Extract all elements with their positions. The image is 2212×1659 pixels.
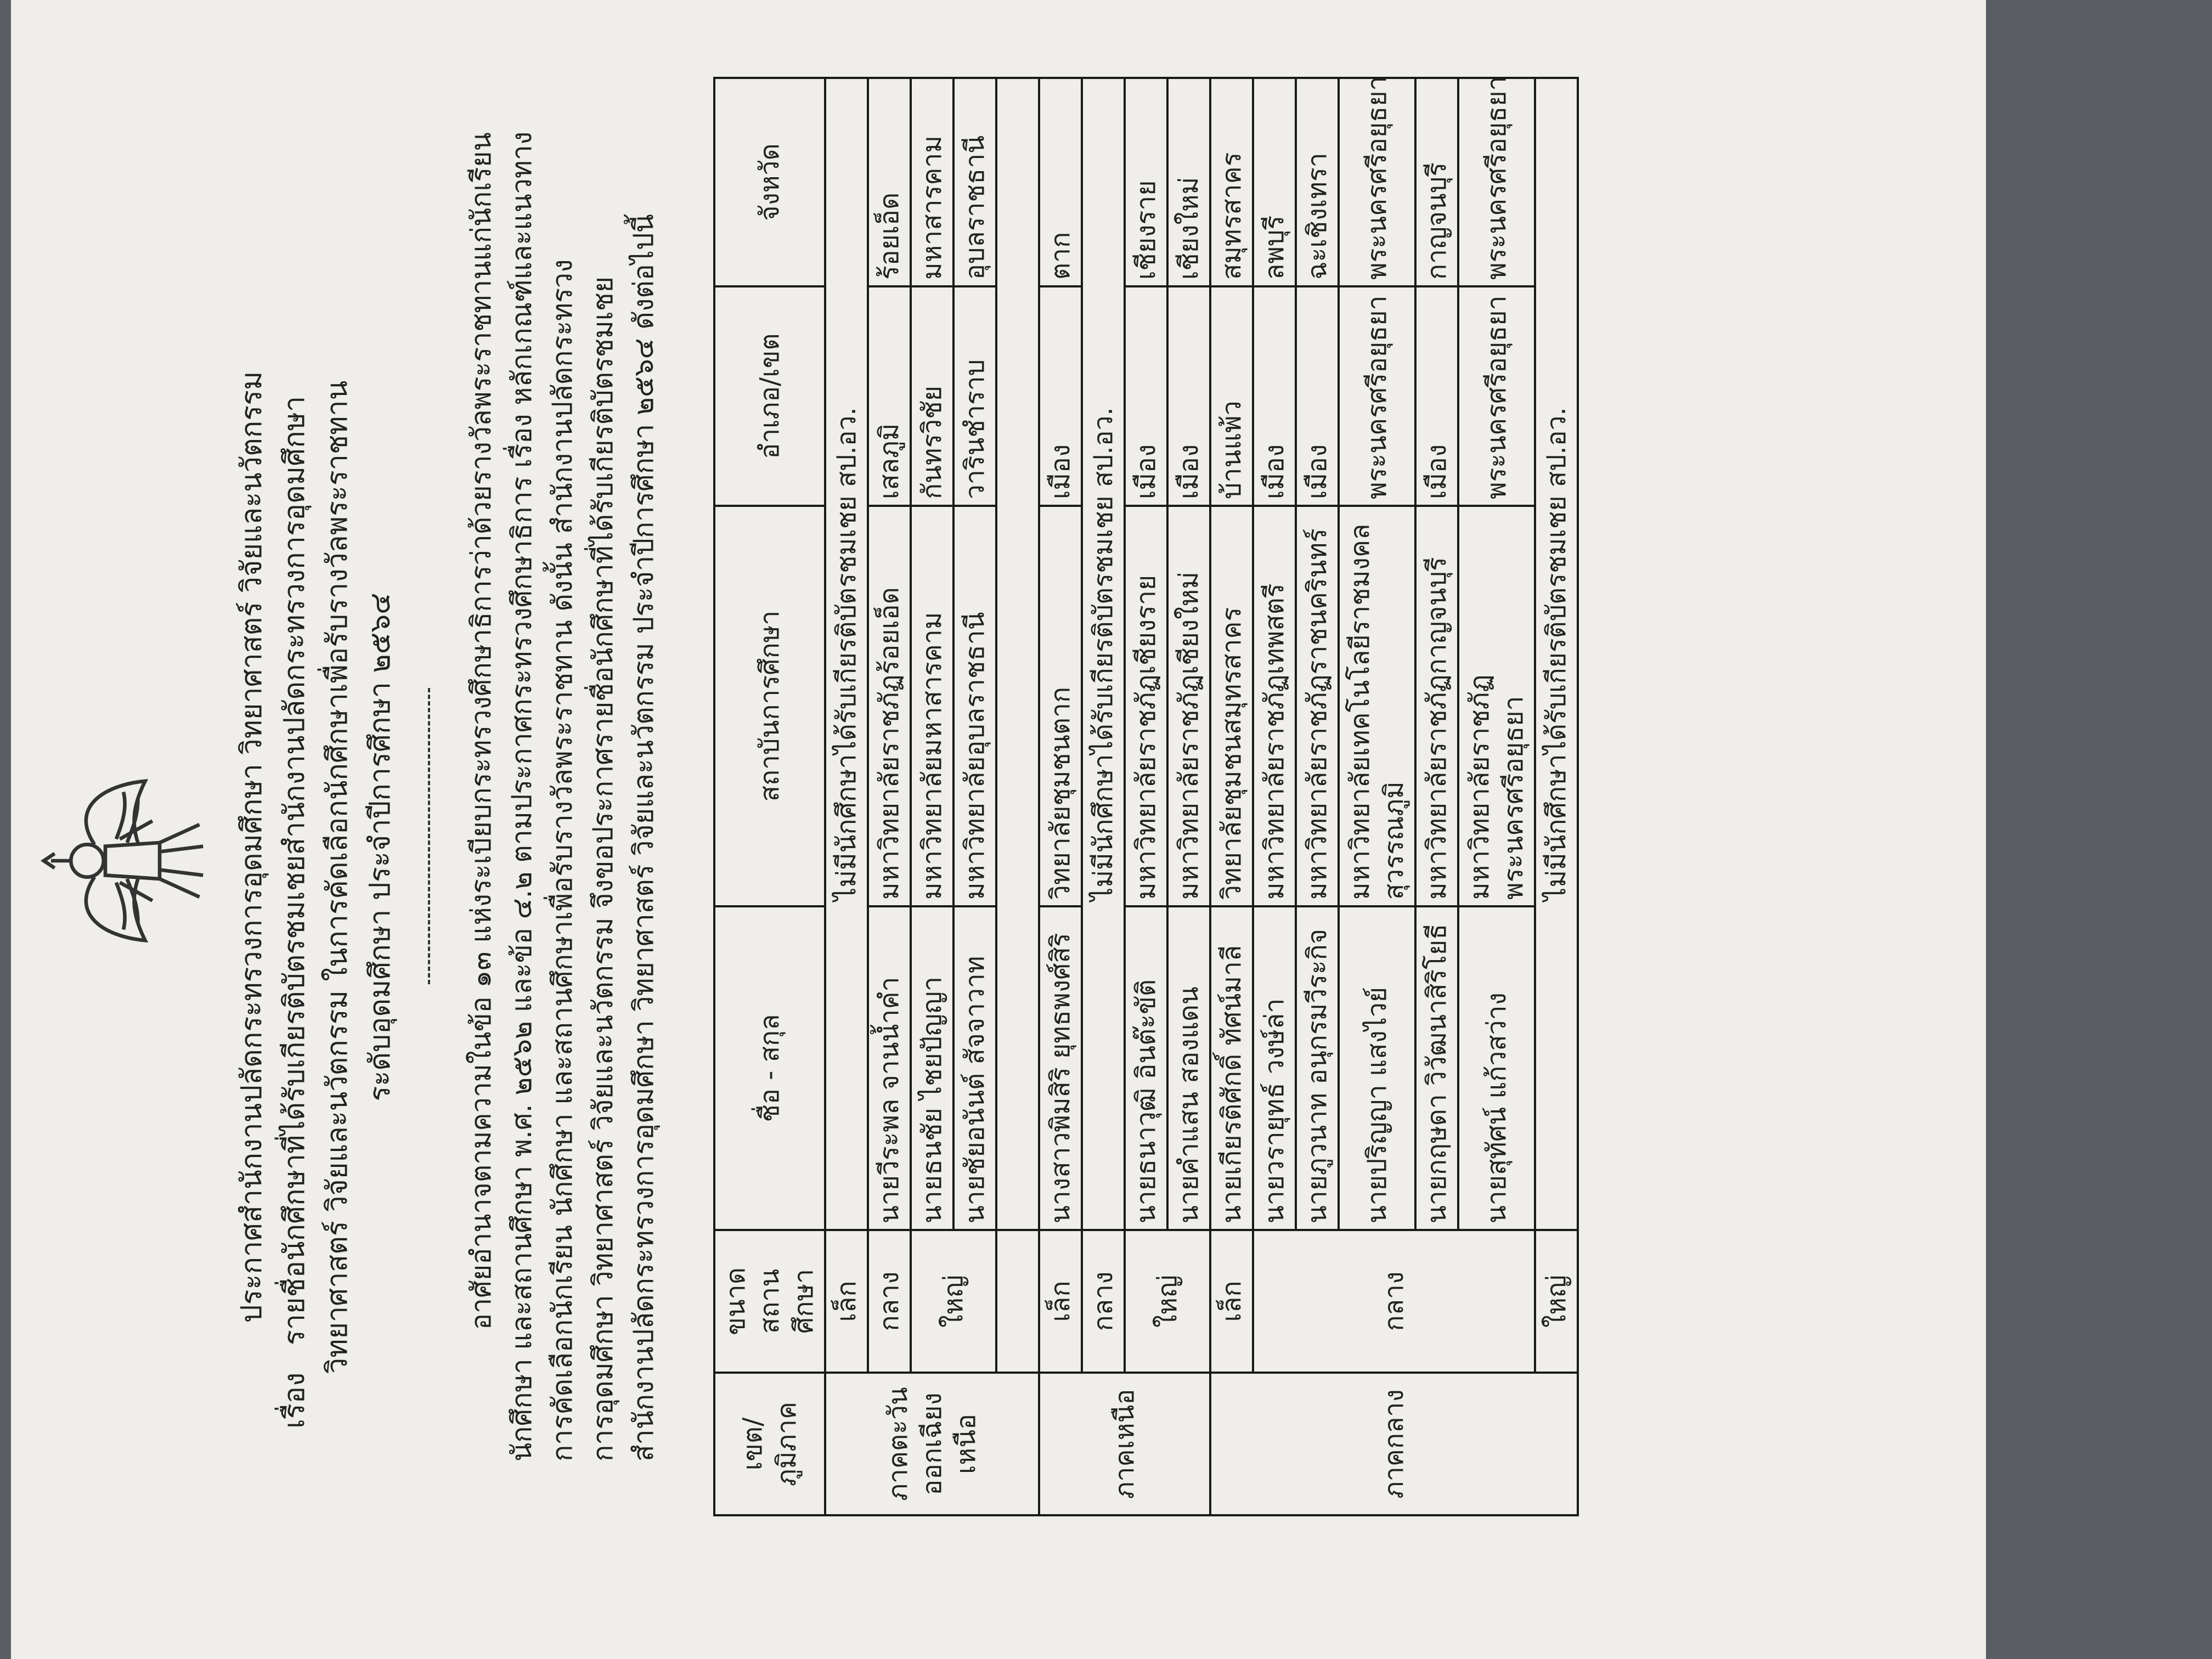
name-cell: นายธนชัย ไชยปัญญา: [911, 906, 953, 1230]
body-line-1: อาศัยอำนาจตามความในข้อ ๑๓ แห่งระเบียบกระทรวงศึกษาธิการว่าด้วยรางวัลพระราชทานแก่นักเรียน: [465, 132, 497, 1330]
col-header-province: จังหวัด: [714, 78, 825, 286]
body-line-5: สำนักงานปลัดกระทรวงการอุดมศึกษา วิทยาศาสตร์ วิจัยและนวัตกรรม ประจำปีการศึกษา ๒๕๖๔ ดังต่อไปนี้: [628, 214, 659, 1462]
no-awardee-note: ไม่มีนักศึกษาได้รับเกียรติบัตรชมเชย สป.อว.: [1082, 78, 1125, 1230]
name-cell: นายธนาวุฒิ อินต๊ะขัติ: [1125, 906, 1167, 1230]
size-cell: กลาง: [1082, 1230, 1125, 1373]
district-cell: เมือง: [1167, 286, 1210, 506]
institution-cell: มหาวิทยาลัยราชภัฏพระนครศรีอยุธยา: [1458, 506, 1535, 906]
institution-cell: มหาวิทยาลัยราชภัฏเชียงใหม่: [1167, 506, 1210, 906]
name-cell: นายวรายุทธ์ วงษ์ล่า: [1253, 906, 1296, 1230]
table-row: [1253, 78, 1296, 1515]
institution-cell: มหาวิทยาลัยราชภัฏร้อยเอ็ด: [868, 506, 911, 906]
district-cell: บ้านแพ้ว: [1210, 286, 1253, 506]
col-header-size: ขนาดสถานศึกษา: [714, 1230, 825, 1373]
province-cell: เชียงราย: [1125, 78, 1167, 286]
institution-cell: มหาวิทยาลัยเทคโนโลยีราชมงคลสุวรรณภูมิ: [1339, 506, 1415, 906]
subject-line-1: รายชื่อนักศึกษาที่ได้รับเกียรติบัตรชมเชยสำนักงานปลัดกระทรวงการอุดมศึกษา: [278, 396, 311, 1346]
institution-cell: มหาวิทยาลัยราชภัฏราชนครินทร์: [1296, 506, 1339, 906]
province-cell: พระนครศรีอยุธยา: [1339, 78, 1415, 286]
name-cell: นายปริญญา แสงไวย์: [1339, 906, 1415, 1230]
province-cell: มหาสารคาม: [911, 78, 953, 286]
body-line-4: การอุดมศึกษา วิทยาศาสตร์ วิจัยและนวัตกรรม จึงขอประกาศรายชื่อนักศึกษาที่ได้รับเกียรติบัตรชมเชย: [587, 276, 619, 1462]
name-cell: นางสาวพิมสิริ ยุทธพงศ์สิริ: [1039, 906, 1082, 1230]
size-cell: [996, 1230, 1039, 1373]
district-cell: เมือง: [1039, 286, 1082, 506]
district-cell: วารินชำราบ: [953, 286, 996, 506]
district-cell: เมือง: [1253, 286, 1296, 506]
size-cell: ใหญ่: [911, 1230, 996, 1373]
region-cell: ภาคกลาง: [1210, 1373, 1578, 1515]
province-cell: พระนครศรีอยุธยา: [1458, 78, 1535, 286]
col-header-institution: สถาบันการศึกษา: [714, 506, 825, 906]
table-header-row: [714, 78, 825, 1515]
size-cell: ใหญ่: [1535, 1230, 1578, 1373]
name-cell: นายภูวนาท อนุกรมวีระกิจ: [1296, 906, 1339, 1230]
table-row: [1125, 78, 1167, 1515]
table-row: [1535, 78, 1578, 1515]
province-cell: ลพบุรี: [1253, 78, 1296, 286]
subject-line-3: ระดับอุดมศึกษา ประจำปีการศึกษา ๒๕๖๔: [364, 592, 397, 1102]
col-header-district: อำเภอ/เขต: [714, 286, 825, 506]
empty-cell: [996, 78, 1039, 1230]
province-cell: อุบลราชธานี: [953, 78, 996, 286]
name-cell: นายชัยอนันต์ สัจจาวาท: [953, 906, 996, 1230]
name-cell: นายกฤษดา วิวัฒนาสิริโยธี: [1415, 906, 1458, 1230]
subject-prefix: เรื่อง: [278, 1372, 311, 1429]
table-row: [1039, 78, 1082, 1515]
institution-cell: มหาวิทยาลัยราชภัฏเทพสตรี: [1253, 506, 1296, 906]
size-cell: กลาง: [868, 1230, 911, 1373]
institution-cell: วิทยาลัยชุมชนสมุทรสาคร: [1210, 506, 1253, 906]
size-cell: ใหญ่: [1125, 1230, 1210, 1373]
name-cell: นายคำแสน สองแดน: [1167, 906, 1210, 1230]
size-cell: เล็ก: [825, 1230, 868, 1373]
table-row: [868, 78, 911, 1515]
district-cell: พระนครศรีอยุธยา: [1458, 286, 1535, 506]
region-cell: ภาคตะวันออกเฉียงเหนือ: [825, 1373, 1039, 1515]
district-cell: พระนครศรีอยุธยา: [1339, 286, 1415, 506]
col-header-name: ชื่อ - สกุล: [714, 906, 825, 1230]
table-row: [825, 78, 868, 1515]
province-cell: ฉะเชิงเทรา: [1296, 78, 1339, 286]
table-row: [1210, 78, 1253, 1515]
size-cell: เล็ก: [1039, 1230, 1082, 1373]
institution-cell: มหาวิทยาลัยอุบลราชธานี: [953, 506, 996, 906]
document-page: [11, 0, 1986, 1659]
announcement-title: ประกาศสำนักงานปลัดกระทรวงการอุดมศึกษา วิทยาศาสตร์ วิจัยและนวัตกรรม: [235, 371, 268, 1323]
district-cell: เสลภูมิ: [868, 286, 911, 506]
col-header-region: เขต/ภูมิภาค: [714, 1373, 825, 1515]
province-cell: กาญจนบุรี: [1415, 78, 1458, 286]
header-divider: [428, 688, 430, 984]
district-cell: เมือง: [1125, 286, 1167, 506]
name-cell: นายเกียรติศักดิ์ ทัศน์มาลี: [1210, 906, 1253, 1230]
awardee-table: [713, 77, 1579, 1516]
table-row: [911, 78, 953, 1515]
size-cell: กลาง: [1253, 1230, 1535, 1373]
body-line-2: นักศึกษา และสถานศึกษา พ.ศ. ๒๕๖๒ และข้อ ๔.๒ ตามประกาศกระทรวงศึกษาธิการ เรื่อง หลักเกณฑ์และแนวทาง: [506, 131, 538, 1462]
institution-cell: มหาวิทยาลัยราชภัฏกาญจนบุรี: [1415, 506, 1458, 906]
garuda-emblem-icon: [33, 770, 214, 951]
body-line-3: การคัดเลือกนักเรียน นักศึกษา และสถานศึกษาเพื่อรับรางวัลพระราชทาน ดังนั้น สำนักงานปลัดกระทรวง: [546, 259, 578, 1462]
province-cell: ตาก: [1039, 78, 1082, 286]
no-awardee-note: ไม่มีนักศึกษาได้รับเกียรติบัตรชมเชย สป.อว.: [1535, 78, 1578, 1230]
announcement-subject: [273, 167, 316, 1429]
province-cell: ร้อยเอ็ด: [868, 78, 911, 286]
table-row: [1082, 78, 1125, 1515]
name-cell: นายสุทัศน์ แก้วสว่าง: [1458, 906, 1535, 1230]
subject-line-2: วิทยาศาสตร์ วิจัยและนวัตกรรม ในการคัดเลือกนักศึกษาเพื่อรับรางวัลพระราชทาน: [321, 380, 354, 1374]
region-cell: ภาคเหนือ: [1039, 1373, 1210, 1515]
no-awardee-note: ไม่มีนักศึกษาได้รับเกียรติบัตรชมเชย สป.อว.: [825, 78, 868, 1230]
province-cell: เชียงใหม่: [1167, 78, 1210, 286]
district-cell: เมือง: [1296, 286, 1339, 506]
institution-cell: วิทยาลัยชุมชนตาก: [1039, 506, 1082, 906]
size-cell: เล็ก: [1210, 1230, 1253, 1373]
name-cell: นายวีระพล จานน้ำคำ: [868, 906, 911, 1230]
institution-cell: มหาวิทยาลัยราชภัฏเชียงราย: [1125, 506, 1167, 906]
table-row: [996, 78, 1039, 1515]
institution-cell: มหาวิทยาลัยมหาสารคาม: [911, 506, 953, 906]
district-cell: เมือง: [1415, 286, 1458, 506]
province-cell: สมุทรสาคร: [1210, 78, 1253, 286]
district-cell: กันทรวิชัย: [911, 286, 953, 506]
